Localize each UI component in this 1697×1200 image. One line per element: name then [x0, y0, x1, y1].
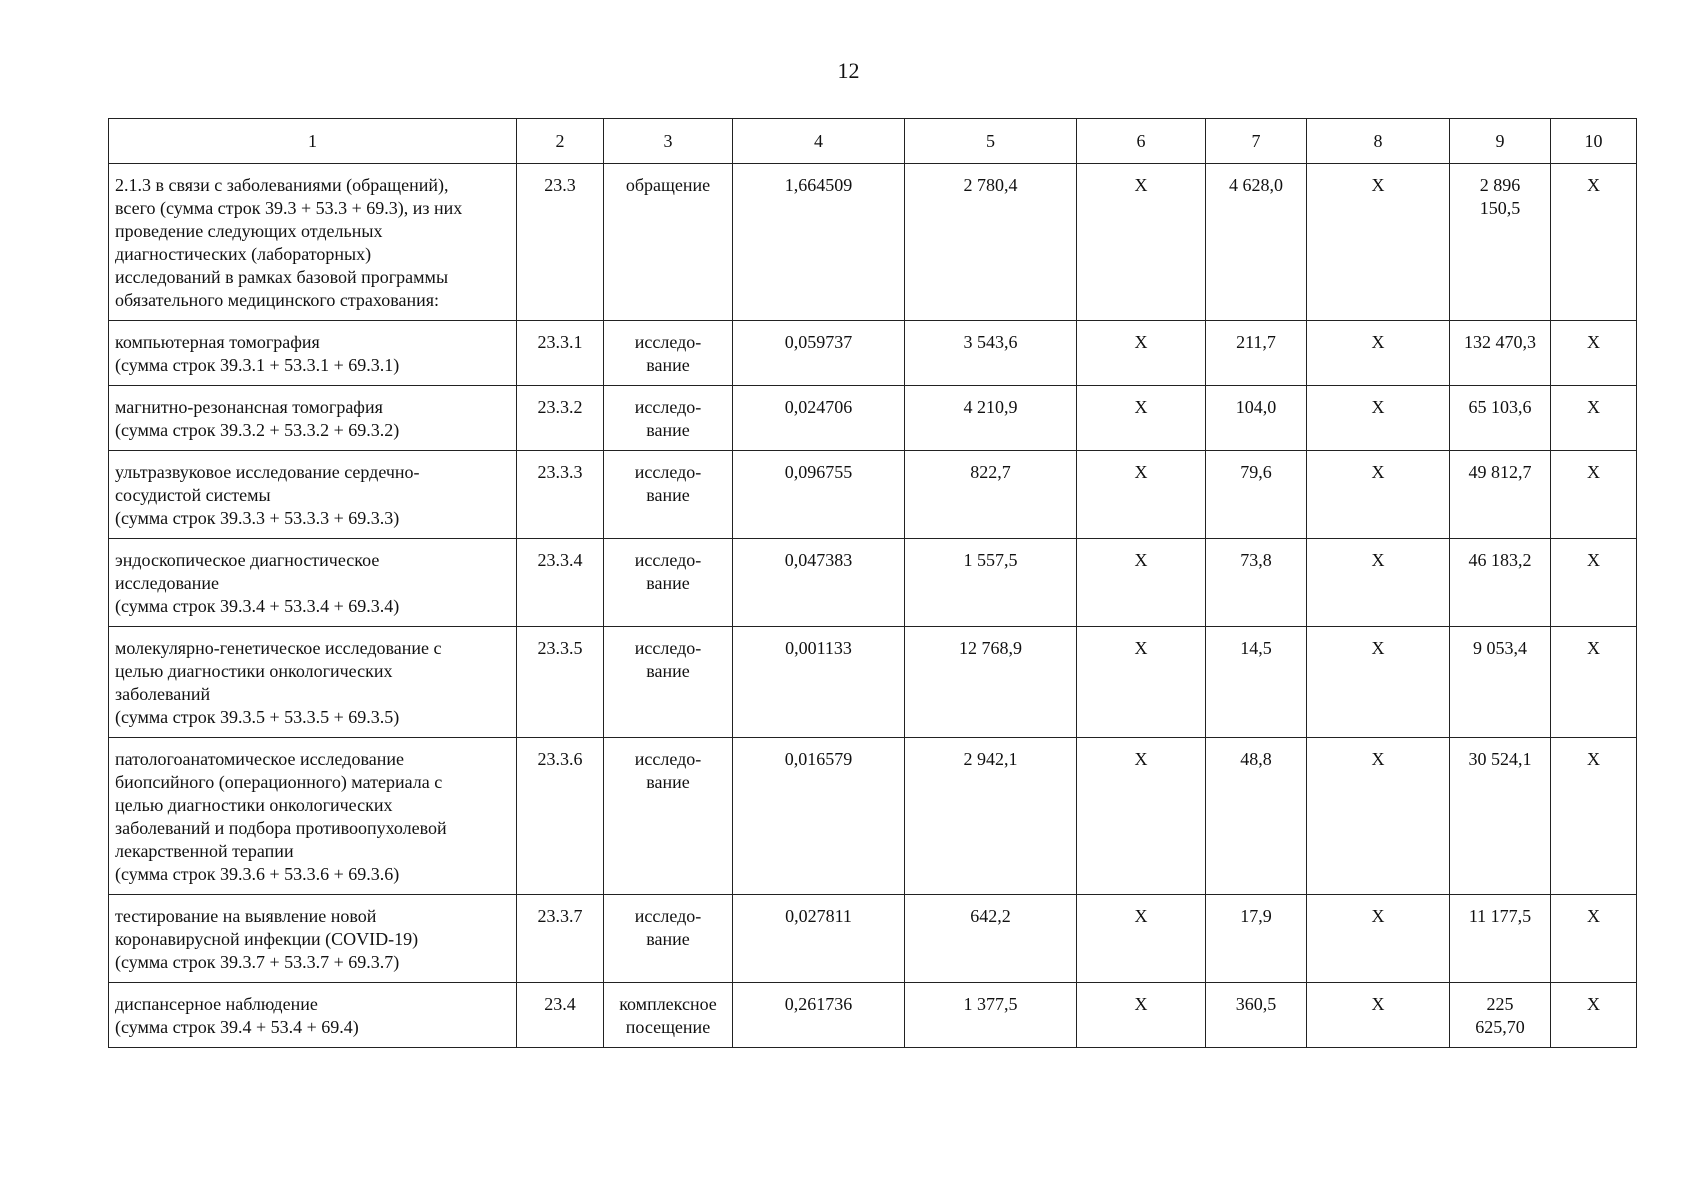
column-header: 1: [109, 119, 517, 164]
table-row: [109, 895, 1637, 983]
row-unit: исследо- вание: [604, 539, 733, 627]
cell-col-8: Х: [1307, 738, 1450, 895]
cell-col-8: Х: [1307, 164, 1450, 321]
data-table: [108, 118, 1637, 1048]
cell-col-10: Х: [1551, 451, 1637, 539]
row-description: ультразвуковое исследование сердечно- сосудистой системы (сумма строк 39.3.3 + 53.3.3 + 69.3.3): [109, 451, 517, 539]
table-row: [109, 451, 1637, 539]
cell-col-7: 104,0: [1206, 386, 1307, 451]
cell-col-10: Х: [1551, 164, 1637, 321]
cell-col-4: 0,027811: [733, 895, 905, 983]
cell-col-9: 46 183,2: [1450, 539, 1551, 627]
cell-col-9: 9 053,4: [1450, 627, 1551, 738]
row-unit: исследо- вание: [604, 895, 733, 983]
cell-col-5: 2 942,1: [905, 738, 1077, 895]
row-description: диспансерное наблюдение (сумма строк 39.4 + 53.4 + 69.4): [109, 983, 517, 1048]
column-header: 9: [1450, 119, 1551, 164]
cell-col-6: Х: [1077, 451, 1206, 539]
row-code: 23.3.5: [517, 627, 604, 738]
row-unit: исследо- вание: [604, 321, 733, 386]
cell-col-6: Х: [1077, 164, 1206, 321]
cell-col-4: 0,001133: [733, 627, 905, 738]
cell-col-4: 1,664509: [733, 164, 905, 321]
cell-col-7: 48,8: [1206, 738, 1307, 895]
row-unit: исследо- вание: [604, 386, 733, 451]
cell-col-7: 4 628,0: [1206, 164, 1307, 321]
cell-col-7: 14,5: [1206, 627, 1307, 738]
cell-col-10: Х: [1551, 321, 1637, 386]
cell-col-4: 0,016579: [733, 738, 905, 895]
column-header: 3: [604, 119, 733, 164]
cell-col-6: Х: [1077, 895, 1206, 983]
page-number: 12: [837, 58, 860, 83]
cell-col-9: 65 103,6: [1450, 386, 1551, 451]
cell-col-4: 0,047383: [733, 539, 905, 627]
cell-col-10: Х: [1551, 627, 1637, 738]
cell-col-10: Х: [1551, 539, 1637, 627]
cell-col-10: Х: [1551, 983, 1637, 1048]
cell-col-5: 4 210,9: [905, 386, 1077, 451]
cell-col-5: 642,2: [905, 895, 1077, 983]
row-description: патологоанатомическое исследование биопсийного (операционного) материала с целью диагностики онкологических заболеваний и подбора противоопухолевой лекарственной терапии (сумма строк 39.3.6 + 53.3.6 + 69.3.6): [109, 738, 517, 895]
table-row: [109, 164, 1637, 321]
cell-col-4: 0,261736: [733, 983, 905, 1048]
column-header: 10: [1551, 119, 1637, 164]
cell-col-5: 822,7: [905, 451, 1077, 539]
cell-col-4: 0,096755: [733, 451, 905, 539]
row-description: магнитно-резонансная томография (сумма строк 39.3.2 + 53.3.2 + 69.3.2): [109, 386, 517, 451]
column-header: 5: [905, 119, 1077, 164]
cell-col-8: Х: [1307, 386, 1450, 451]
row-code: 23.3.2: [517, 386, 604, 451]
cell-col-8: Х: [1307, 451, 1450, 539]
cell-col-9: 225 625,70: [1450, 983, 1551, 1048]
row-unit: исследо- вание: [604, 738, 733, 895]
row-description: компьютерная томография (сумма строк 39.3.1 + 53.3.1 + 69.3.1): [109, 321, 517, 386]
cell-col-9: 30 524,1: [1450, 738, 1551, 895]
cell-col-5: 3 543,6: [905, 321, 1077, 386]
row-unit: исследо- вание: [604, 627, 733, 738]
cell-col-9: 49 812,7: [1450, 451, 1551, 539]
cell-col-8: Х: [1307, 539, 1450, 627]
cell-col-5: 12 768,9: [905, 627, 1077, 738]
cell-col-5: 2 780,4: [905, 164, 1077, 321]
cell-col-9: 132 470,3: [1450, 321, 1551, 386]
cell-col-8: Х: [1307, 983, 1450, 1048]
row-description: молекулярно-генетическое исследование с целью диагностики онкологических заболеваний (сумма строк 39.3.5 + 53.3.5 + 69.3.5): [109, 627, 517, 738]
cell-col-6: Х: [1077, 539, 1206, 627]
cell-col-9: 11 177,5: [1450, 895, 1551, 983]
cell-col-6: Х: [1077, 738, 1206, 895]
table-row: [109, 321, 1637, 386]
table-row: [109, 738, 1637, 895]
row-unit: комплексное посещение: [604, 983, 733, 1048]
row-code: 23.3.7: [517, 895, 604, 983]
column-header: 6: [1077, 119, 1206, 164]
row-unit: исследо- вание: [604, 451, 733, 539]
row-description: эндоскопическое диагностическое исследование (сумма строк 39.3.4 + 53.3.4 + 69.3.4): [109, 539, 517, 627]
row-code: 23.3.3: [517, 451, 604, 539]
cell-col-8: Х: [1307, 895, 1450, 983]
row-code: 23.3.1: [517, 321, 604, 386]
cell-col-7: 79,6: [1206, 451, 1307, 539]
cell-col-4: 0,024706: [733, 386, 905, 451]
row-code: 23.3.4: [517, 539, 604, 627]
table-row: [109, 386, 1637, 451]
row-code: 23.3.6: [517, 738, 604, 895]
row-description: 2.1.3 в связи с заболеваниями (обращений), всего (сумма строк 39.3 + 53.3 + 69.3), из них проведение следующих отдельных диагностических (лабораторных) исследований в рамках базовой программы обязательного медицинского страхования:: [109, 164, 517, 321]
cell-col-6: Х: [1077, 321, 1206, 386]
header-row: [109, 119, 1637, 164]
cell-col-6: Х: [1077, 983, 1206, 1048]
column-header: 4: [733, 119, 905, 164]
table-row: [109, 627, 1637, 738]
cell-col-8: Х: [1307, 627, 1450, 738]
row-description: тестирование на выявление новой коронавирусной инфекции (COVID-19) (сумма строк 39.3.7 + 53.3.7 + 69.3.7): [109, 895, 517, 983]
cell-col-5: 1 377,5: [905, 983, 1077, 1048]
cell-col-10: Х: [1551, 738, 1637, 895]
row-code: 23.3: [517, 164, 604, 321]
cell-col-5: 1 557,5: [905, 539, 1077, 627]
cell-col-9: 2 896 150,5: [1450, 164, 1551, 321]
cell-col-6: Х: [1077, 386, 1206, 451]
cell-col-10: Х: [1551, 895, 1637, 983]
cell-col-7: 73,8: [1206, 539, 1307, 627]
cell-col-7: 17,9: [1206, 895, 1307, 983]
table-row: [109, 539, 1637, 627]
cell-col-7: 360,5: [1206, 983, 1307, 1048]
column-header: 2: [517, 119, 604, 164]
row-unit: обращение: [604, 164, 733, 321]
table-row: [109, 983, 1637, 1048]
cell-col-7: 211,7: [1206, 321, 1307, 386]
column-header: 7: [1206, 119, 1307, 164]
column-header: 8: [1307, 119, 1450, 164]
cell-col-6: Х: [1077, 627, 1206, 738]
row-code: 23.4: [517, 983, 604, 1048]
cell-col-10: Х: [1551, 386, 1637, 451]
cell-col-4: 0,059737: [733, 321, 905, 386]
cell-col-8: Х: [1307, 321, 1450, 386]
